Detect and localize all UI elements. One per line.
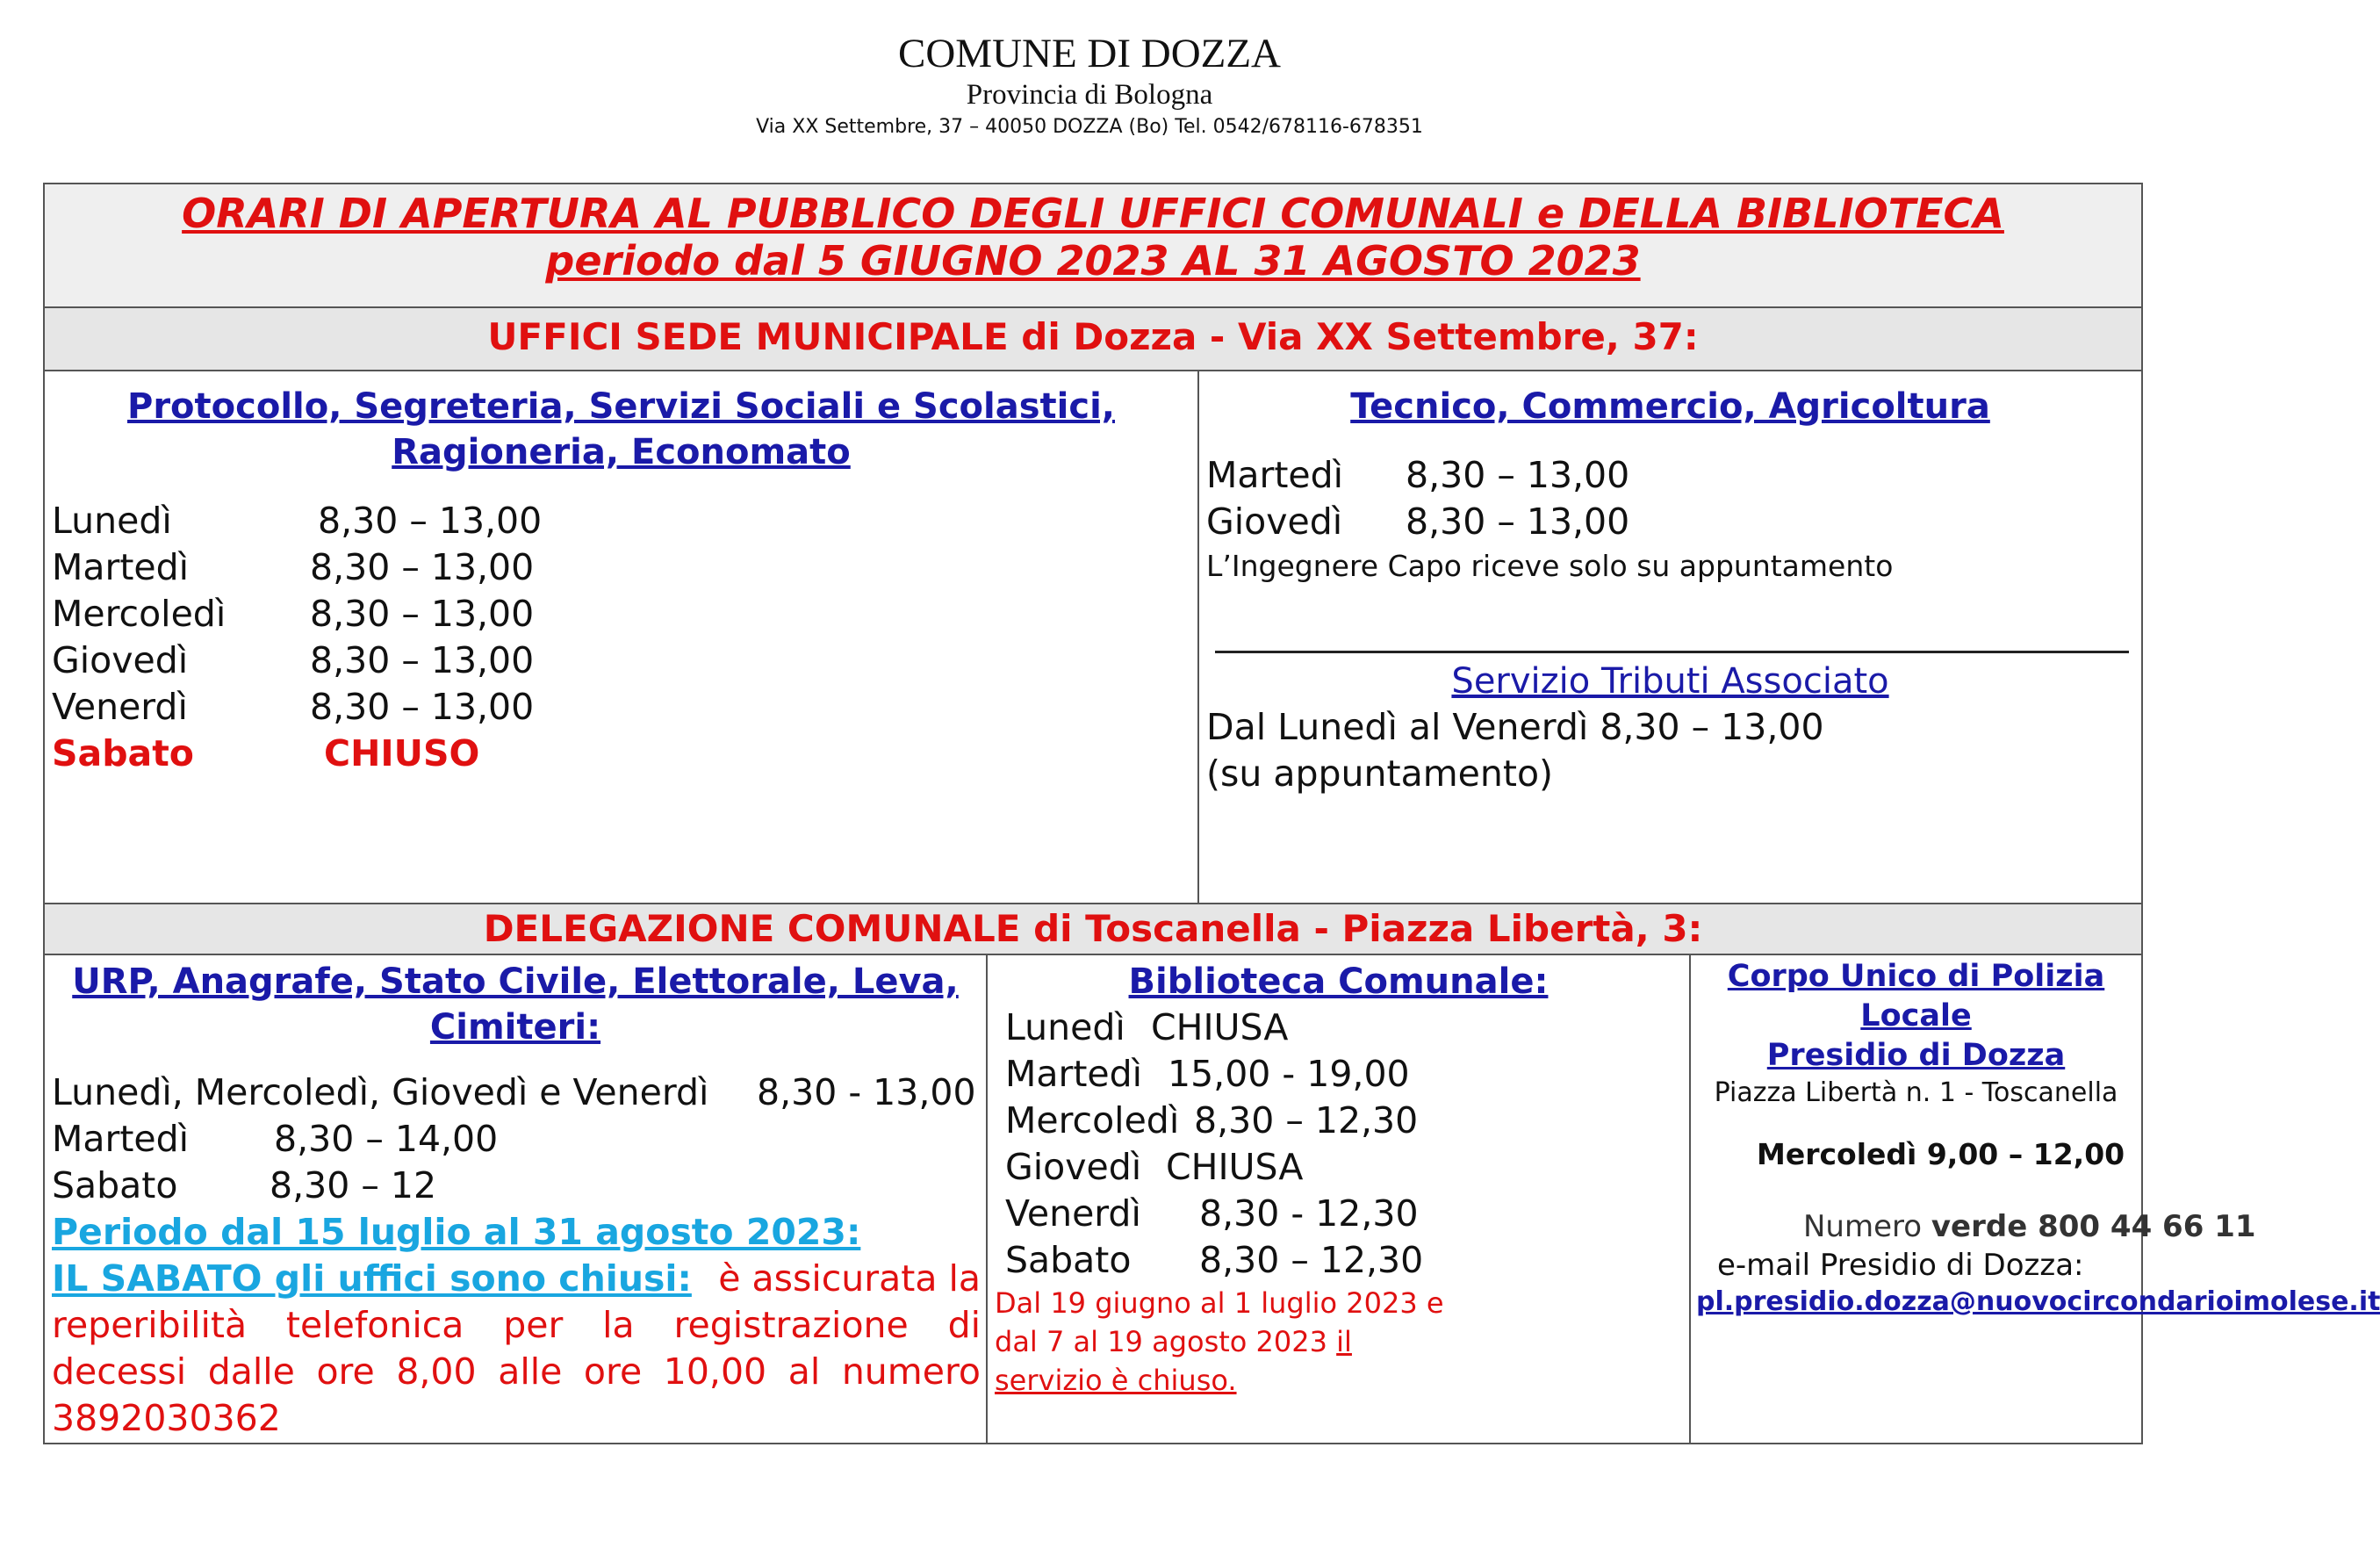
hours-value: 8,30 - 13,00: [757, 1071, 976, 1113]
polizia-email-link[interactable]: pl.presidio.dozza@nuovocircondarioimolese.it: [1696, 1286, 2380, 1317]
banner-line-2: periodo dal 5 GIUGNO 2023 AL 31 AGOSTO 2023: [545, 237, 1641, 284]
delegazione-heading: DELEGAZIONE COMUNALE di Toscanella - Piazza Libertà, 3:: [483, 907, 1703, 950]
polizia-phone: [1691, 1174, 2256, 1246]
biblioteca-row: [1005, 1144, 1689, 1191]
protocollo-title-line-2: Ragioneria, Economato: [392, 432, 851, 472]
closure-underlined: il: [1336, 1325, 1352, 1358]
day-label: Venerdì: [1005, 1192, 1141, 1235]
polizia-address: Piazza Libertà n. 1 - Toscanella: [1714, 1077, 2118, 1108]
delegazione-heading-cell: [44, 904, 2142, 954]
urp-note-line-4: 3892030362: [52, 1397, 281, 1439]
municipality-title: COMUNE DI DOZZA: [897, 31, 1281, 76]
urp-note-line-3: decessi dalle ore 8,00 alle ore 10,00 al numero: [52, 1350, 981, 1393]
day-label: Venerdì: [52, 686, 188, 728]
hours-value: CHIUSA: [1151, 1006, 1289, 1048]
hours-value: 8,30 – 12,30: [1199, 1239, 1424, 1281]
urp-row: [52, 1116, 981, 1163]
hours-value: 8,30 – 13,00: [310, 546, 535, 588]
banner-line-1: ORARI DI APERTURA AL PUBBLICO DEGLI UFFICI COMUNALI e DELLA BIBLIOTECA: [182, 190, 2004, 237]
urp-title-line-2: Cimiteri:: [429, 1007, 601, 1048]
banner-cell: [44, 184, 2142, 307]
protocollo-cell: [44, 371, 1198, 904]
polizia-cell: [1690, 954, 2380, 1444]
protocollo-row: [52, 684, 1197, 731]
polizia-title-line-1: Corpo Unico di Polizia Locale: [1727, 959, 2105, 1033]
protocollo-row: [52, 637, 1197, 684]
sede-heading: UFFICI SEDE MUNICIPALE di Dozza - Via XX Settembre, 37:: [487, 315, 1699, 358]
polizia-title-line-2: Presidio di Dozza: [1766, 1038, 2066, 1073]
tributi-line-1: Dal Lunedì al Venerdì 8,30 – 13,00: [1206, 706, 1824, 748]
tecnico-row: [1206, 499, 2141, 545]
hours-value: 8,30 – 12,30: [1194, 1099, 1419, 1141]
biblioteca-title: Biblioteca Comunale:: [1128, 961, 1549, 1002]
day-label: Martedì: [1206, 454, 1344, 496]
biblioteca-row: [1005, 1005, 1689, 1051]
biblioteca-closure-line-1: Dal 19 giugno al 1 luglio 2023 e: [995, 1286, 1444, 1320]
polizia-email-label: e-mail Presidio di Dozza:: [1717, 1248, 2084, 1283]
tributi-title: Servizio Tributi Associato: [1451, 661, 1889, 702]
day-label: Mercoledì: [1005, 1099, 1180, 1141]
province-subtitle: Provincia di Bologna: [966, 79, 1213, 111]
urp-cell: [44, 954, 987, 1444]
protocollo-closed-row: [52, 731, 1197, 777]
tecnico-title: Tecnico, Commercio, Agricoltura: [1350, 386, 1990, 427]
day-label: Martedì: [1005, 1053, 1143, 1095]
hours-value: 8,30 – 13,00: [310, 686, 535, 728]
urp-title-line-1: URP, Anagrafe, Stato Civile, Elettorale, Leva,: [72, 961, 959, 1002]
protocollo-row: [52, 544, 1197, 591]
urp-closed-note: IL SABATO gli uffici sono chiusi:: [52, 1257, 692, 1300]
hours-value: 8,30 – 13,00: [310, 593, 535, 635]
day-label: Lunedì: [1005, 1006, 1125, 1048]
closure-dates: dal 7 al 19 agosto 2023: [995, 1325, 1337, 1358]
hours-value: 8,30 – 12: [270, 1164, 437, 1206]
biblioteca-row: [1005, 1051, 1689, 1098]
day-label: Lunedì, Mercoledì, Giovedì e Venerdì: [52, 1071, 709, 1113]
day-label: Giovedì: [1005, 1146, 1142, 1188]
opening-hours-table: [43, 183, 2380, 1444]
hours-value: 8,30 – 13,00: [1406, 500, 1630, 543]
day-label: Martedì: [52, 546, 190, 588]
urp-note-text: è assicurata la: [718, 1257, 981, 1300]
day-label: Giovedì: [1206, 500, 1343, 543]
urp-period: Periodo dal 15 luglio al 31 agosto 2023:: [52, 1211, 861, 1253]
urp-row: [52, 1069, 981, 1116]
urp-note-line-1: [52, 1256, 981, 1302]
sede-heading-cell: [44, 307, 2142, 371]
biblioteca-closure-line-2: [995, 1322, 1689, 1361]
day-label: Lunedì: [52, 500, 172, 542]
hours-value: 8,30 – 13,00: [318, 500, 543, 542]
protocollo-row: [52, 591, 1197, 637]
urp-note-line-2: reperibilità telefonica per la registrazione di: [52, 1304, 981, 1346]
hours-value: 8,30 – 14,00: [274, 1118, 499, 1160]
biblioteca-closure-line-3: servizio è chiuso.: [995, 1364, 1237, 1397]
closed-label: CHIUSO: [324, 732, 480, 774]
day-label: Sabato: [52, 732, 194, 774]
day-label: Sabato: [1005, 1239, 1132, 1281]
phone-number: verde 800 44 66 11: [1931, 1209, 2256, 1244]
day-label: Martedì: [52, 1118, 190, 1160]
protocollo-row: [52, 498, 1197, 544]
protocollo-title-line-1: Protocollo, Segreteria, Servizi Sociali e Scolastici,: [127, 386, 1115, 427]
biblioteca-row: [1005, 1191, 1689, 1237]
hours-value: 8,30 - 12,30: [1199, 1192, 1419, 1235]
tecnico-row: [1206, 452, 2141, 499]
polizia-hours: Mercoledì 9,00 – 12,00: [1757, 1137, 2125, 1171]
hours-value: 8,30 – 13,00: [1406, 454, 1630, 496]
biblioteca-cell: [987, 954, 1690, 1444]
municipality-address: Via XX Settembre, 37 – 40050 DOZZA (Bo) Tel. 0542/678116-678351: [756, 116, 1423, 138]
day-label: Sabato: [52, 1164, 178, 1206]
phone-label: Numero: [1803, 1209, 1931, 1244]
hours-value: 15,00 - 19,00: [1168, 1053, 1410, 1095]
tecnico-cell: [1198, 371, 2142, 904]
hours-value: CHIUSA: [1166, 1146, 1304, 1188]
biblioteca-row: [1005, 1237, 1689, 1284]
day-label: Mercoledì: [52, 593, 226, 635]
biblioteca-row: [1005, 1098, 1689, 1144]
tecnico-note: L’Ingegnere Capo riceve solo su appuntamento: [1206, 549, 1894, 583]
day-label: Giovedì: [52, 639, 189, 681]
hours-value: 8,30 – 13,00: [310, 639, 535, 681]
tributi-line-2: (su appuntamento): [1206, 752, 1554, 795]
urp-row: [52, 1163, 981, 1209]
